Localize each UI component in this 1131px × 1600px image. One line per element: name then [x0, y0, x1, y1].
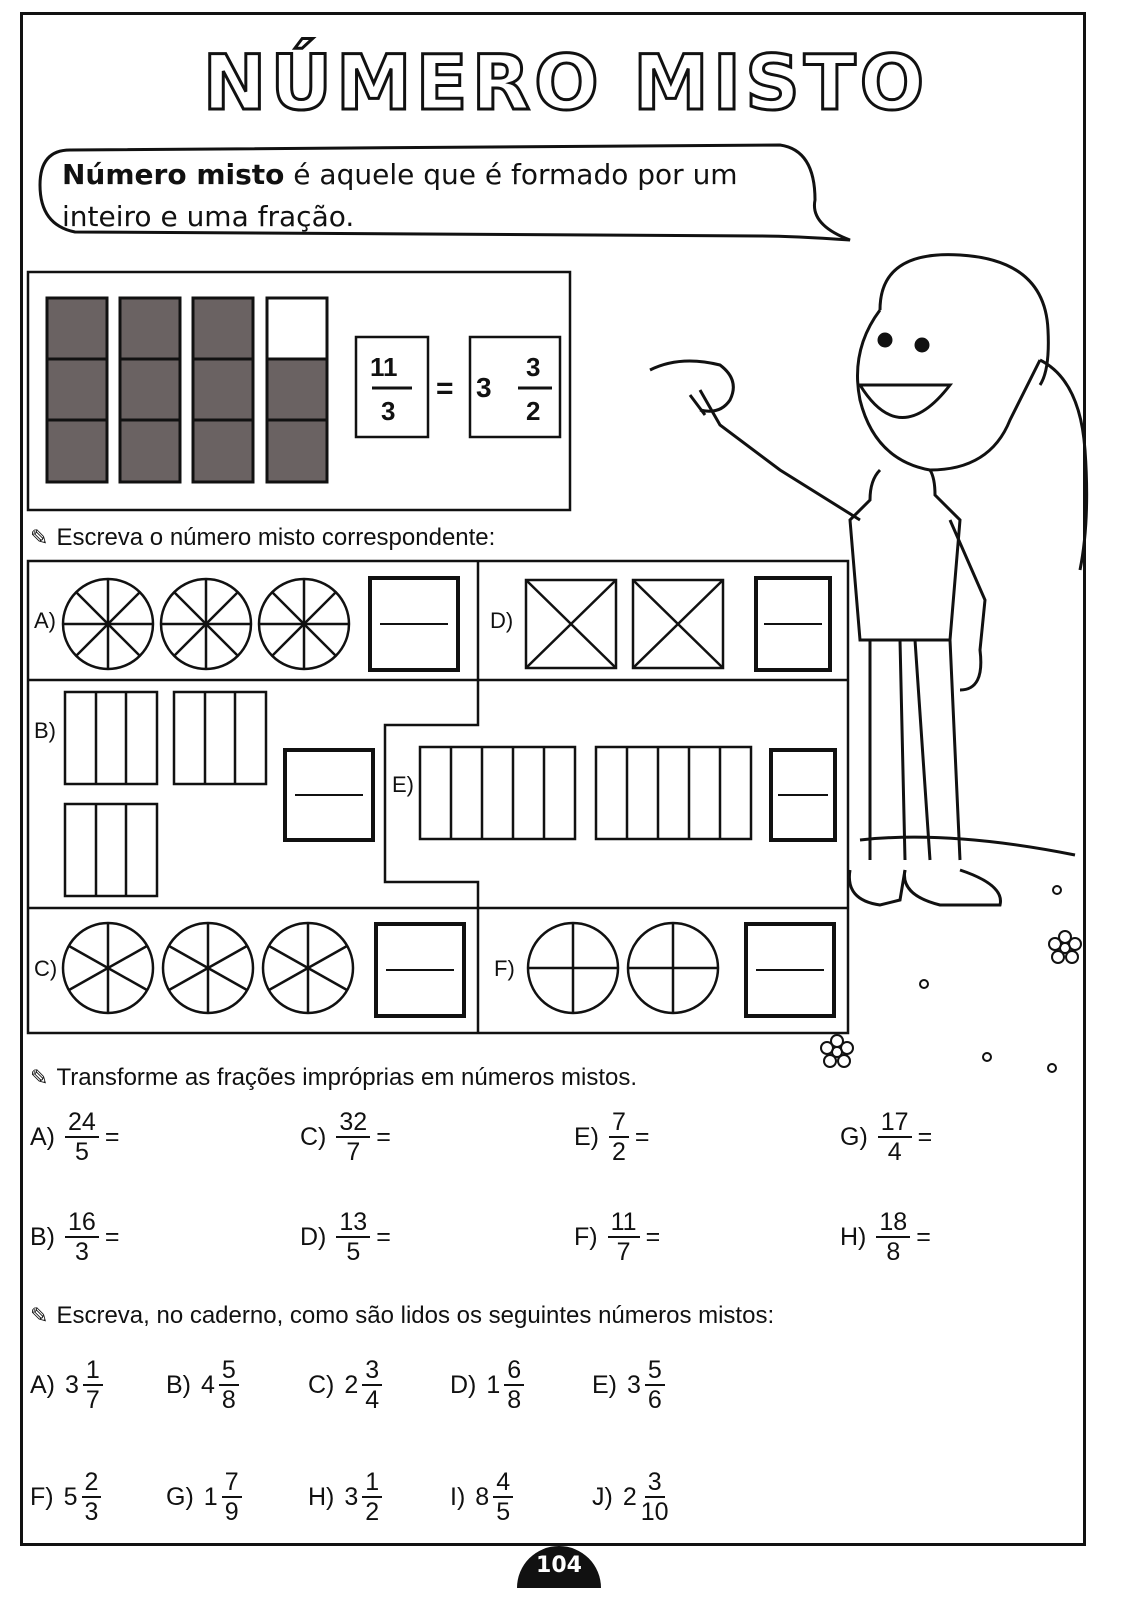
answer-box-c	[376, 924, 464, 1016]
pencil-icon: ✎	[30, 1065, 49, 1090]
fraction: $\frac{1}{2}$	[362, 1468, 382, 1526]
whole-part: 3	[344, 1482, 359, 1511]
instruction-2: ✎ Transforme as frações impróprias em números mistos.	[30, 1064, 638, 1091]
example-mixed-den: 2	[526, 396, 541, 426]
example-mixed-num: 3	[526, 352, 541, 382]
whole-part: 8	[475, 1482, 490, 1511]
label-a: A)	[34, 608, 56, 633]
mixed-number-item	[592, 1356, 665, 1414]
fraction: $\frac{24}{5}$	[65, 1108, 99, 1166]
answer-box-d	[756, 578, 830, 670]
item-letter: A)	[30, 1122, 55, 1151]
definition-text	[62, 154, 822, 238]
whole-part: 4	[201, 1370, 215, 1399]
equals-sign: =	[645, 1222, 661, 1251]
label-e: E)	[392, 772, 414, 797]
fraction: $\frac{6}{8}$	[504, 1356, 524, 1414]
item-letter: F)	[30, 1482, 54, 1511]
answer-box-a	[370, 578, 458, 670]
fraction: $\frac{16}{3}$	[65, 1208, 99, 1266]
definition-body: é aquele que é formado por um inteiro e uma fração.	[62, 158, 738, 233]
example-bars	[47, 298, 327, 482]
whole-part: 3	[627, 1370, 641, 1399]
fraction: $\frac{11}{7}$	[608, 1208, 640, 1266]
equals-sign: =	[376, 1122, 391, 1151]
label-b: B)	[34, 718, 56, 743]
item-letter: B)	[30, 1222, 55, 1251]
fraction: $\frac{7}{2}$	[609, 1108, 629, 1166]
label-f: F)	[494, 956, 515, 981]
fraction: $\frac{18}{8}$	[876, 1208, 910, 1266]
whole-part: 2	[344, 1370, 359, 1399]
improper-fraction-item	[574, 1208, 660, 1266]
item-letter: G)	[166, 1482, 194, 1511]
answer-box-e	[771, 750, 835, 840]
page-number: 104	[517, 1546, 601, 1588]
item-e-rectangles	[420, 747, 751, 839]
item-a-circles	[63, 579, 349, 669]
instruction-1: ✎ Escreva o número misto correspondente:	[30, 524, 496, 551]
fraction: $\frac{5}{8}$	[219, 1356, 239, 1414]
improper-fraction-item	[30, 1208, 119, 1266]
equals-sign: =	[104, 1222, 120, 1251]
example-equals: =	[436, 372, 454, 405]
equals-sign: =	[916, 1222, 931, 1251]
item-letter: A)	[30, 1370, 55, 1399]
equals-sign: =	[376, 1222, 391, 1251]
improper-fraction-item	[300, 1208, 391, 1266]
whole-part: 2	[622, 1482, 637, 1511]
label-c: C)	[34, 956, 58, 981]
page-title: NÚMERO MISTO	[202, 38, 929, 127]
answer-box-f	[746, 924, 834, 1016]
equals-sign: =	[634, 1122, 650, 1151]
item-c-circles	[63, 923, 353, 1013]
flower-decorations	[821, 886, 1081, 1072]
example-mixed-whole: 3	[476, 372, 492, 403]
equals-sign: =	[917, 1122, 933, 1151]
mixed-number-item	[166, 1468, 242, 1526]
fraction: $\frac{5}{6}$	[645, 1356, 665, 1414]
label-d: D)	[490, 608, 514, 633]
item-letter: C)	[300, 1122, 327, 1151]
mixed-number-item	[30, 1468, 101, 1526]
pencil-icon: ✎	[30, 525, 49, 550]
mixed-number-item	[166, 1356, 239, 1414]
instruction-3: ✎ Escreva, no caderno, como são lidos os seguintes números mistos:	[30, 1302, 775, 1329]
item-letter: C)	[308, 1370, 335, 1399]
mixed-number-item	[592, 1468, 669, 1526]
definition-term: Número misto	[62, 158, 285, 191]
whole-part: 1	[203, 1482, 218, 1511]
fraction: $\frac{17}{4}$	[878, 1108, 912, 1166]
item-d-squares	[526, 580, 723, 668]
item-letter: I)	[450, 1482, 466, 1511]
whole-part: 1	[486, 1370, 501, 1399]
item-letter: J)	[592, 1482, 613, 1511]
fraction: $\frac{32}{7}$	[336, 1108, 370, 1166]
mixed-number-item	[308, 1468, 382, 1526]
fraction: $\frac{3}{4}$	[362, 1356, 382, 1414]
example-improper-den: 3	[381, 396, 396, 426]
fraction: $\frac{4}{5}$	[493, 1468, 513, 1526]
item-letter: G)	[840, 1122, 868, 1151]
improper-fraction-item	[300, 1108, 391, 1166]
improper-fraction-item	[840, 1108, 932, 1166]
improper-fraction-item	[574, 1108, 650, 1166]
example-improper-num: 11	[370, 352, 398, 382]
improper-fraction-item	[840, 1208, 931, 1266]
item-letter: H)	[308, 1482, 335, 1511]
mixed-number-item	[308, 1356, 382, 1414]
item-letter: E)	[574, 1122, 599, 1151]
item-letter: H)	[840, 1222, 867, 1251]
item-f-circles	[528, 923, 718, 1013]
item-b-rectangles	[65, 692, 266, 896]
item-letter: D)	[300, 1222, 327, 1251]
fraction: $\frac{3}{10}$	[640, 1468, 669, 1526]
mixed-number-item	[450, 1356, 524, 1414]
fraction: $\frac{2}{3}$	[82, 1468, 102, 1526]
fraction: $\frac{7}{9}$	[222, 1468, 242, 1526]
item-letter: B)	[166, 1370, 191, 1399]
whole-part: 5	[63, 1482, 78, 1511]
fraction: $\frac{13}{5}$	[336, 1208, 370, 1266]
whole-part: 3	[65, 1370, 79, 1399]
exercise-grid	[28, 561, 848, 1033]
pencil-icon: ✎	[30, 1303, 49, 1328]
answer-box-b	[285, 750, 373, 840]
improper-fraction-item	[30, 1108, 119, 1166]
equals-sign: =	[104, 1122, 120, 1151]
item-letter: E)	[592, 1370, 617, 1399]
mixed-number-item	[30, 1356, 103, 1414]
mixed-number-item	[450, 1468, 513, 1526]
fraction: $\frac{1}{7}$	[83, 1356, 103, 1414]
item-letter: F)	[574, 1222, 598, 1251]
item-letter: D)	[450, 1370, 477, 1399]
